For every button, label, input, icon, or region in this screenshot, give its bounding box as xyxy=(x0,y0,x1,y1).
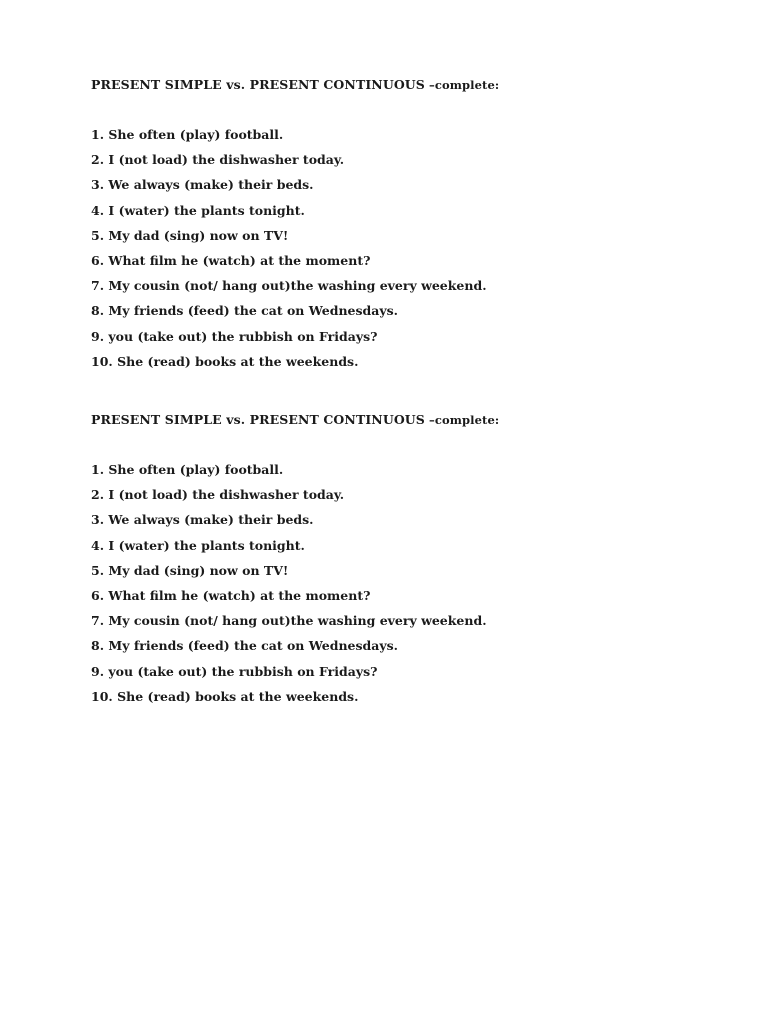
item-suffix: (play) football. xyxy=(179,462,284,477)
worksheet-title xyxy=(91,77,731,93)
title-suffix: –complete: xyxy=(424,413,500,427)
exercise-item-6 xyxy=(91,253,731,278)
exercise-item-6 xyxy=(91,588,731,613)
exercise-item-10 xyxy=(91,689,731,714)
item-suffix: (play) football. xyxy=(179,127,284,142)
item-prefix: 3. We always xyxy=(91,177,185,193)
title-text: PRESENT SIMPLE vs. PRESENT CONTINUOUS xyxy=(91,412,425,427)
exercise-item-7 xyxy=(91,278,731,303)
exercise-item-2 xyxy=(91,487,731,512)
item-middle: you xyxy=(108,328,138,344)
exercise-item-3 xyxy=(91,177,731,202)
item-prefix: 4. I xyxy=(91,537,119,553)
item-suffix: (make) their beds. xyxy=(184,177,314,193)
item-suffix: (sing) now on TV! xyxy=(163,562,289,578)
item-prefix: 3. We always xyxy=(91,512,185,528)
item-prefix: 2. I xyxy=(91,152,119,168)
worksheet-2 xyxy=(91,412,731,714)
title-suffix: –complete: xyxy=(424,78,500,92)
item-prefix: 2. I xyxy=(91,487,119,503)
item-prefix: 5. My dad xyxy=(91,562,164,578)
item-suffix: (water) the plants tonight. xyxy=(118,537,305,553)
item-prefix: 9. xyxy=(91,328,109,344)
exercise-item-9 xyxy=(91,329,731,354)
exercise-item-1 xyxy=(91,127,731,152)
item-suffix: (read) books at the weekends. xyxy=(147,688,359,704)
item-prefix: 8. My friends xyxy=(91,303,188,319)
item-suffix: (sing) now on TV! xyxy=(163,227,289,243)
item-suffix: (not load) the dishwasher today. xyxy=(118,152,345,168)
exercise-item-2 xyxy=(91,152,731,177)
item-suffix: (water) the plants tonight. xyxy=(118,202,305,218)
item-middle: he xyxy=(181,587,203,603)
item-suffix: (read) books at the weekends. xyxy=(147,353,359,369)
item-prefix: 10. She xyxy=(91,688,148,704)
item-middle: he xyxy=(181,252,203,268)
item-prefix: 1. She often xyxy=(91,127,180,142)
exercise-item-9 xyxy=(91,664,731,689)
item-prefix: 1. She often xyxy=(91,462,180,477)
exercise-item-4 xyxy=(91,538,731,563)
item-prefix: 7. My cousin xyxy=(91,613,185,629)
item-middle: you xyxy=(108,663,138,679)
exercise-item-10 xyxy=(91,354,731,379)
item-suffix: (feed) the cat on Wednesdays. xyxy=(187,303,399,319)
item-suffix: (take out) the rubbish on Fridays? xyxy=(137,328,378,344)
exercise-item-3 xyxy=(91,512,731,537)
item-prefix: 4. I xyxy=(91,202,119,218)
exercise-item-5 xyxy=(91,228,731,253)
exercise-item-8 xyxy=(91,303,731,328)
item-suffix: (not load) the dishwasher today. xyxy=(118,487,345,503)
item-suffix: (take out) the rubbish on Fridays? xyxy=(137,663,378,679)
item-suffix: (feed) the cat on Wednesdays. xyxy=(187,638,399,654)
worksheet-title xyxy=(91,412,731,428)
item-suffix: (not/ hang out)the washing every weekend. xyxy=(184,278,487,294)
item-prefix: 8. My friends xyxy=(91,638,188,654)
exercise-item-8 xyxy=(91,638,731,663)
exercise-item-5 xyxy=(91,563,731,588)
item-prefix: 7. My cousin xyxy=(91,278,185,294)
item-suffix: (watch) at the moment? xyxy=(202,587,371,603)
item-suffix: (make) their beds. xyxy=(184,512,314,528)
title-text: PRESENT SIMPLE vs. PRESENT CONTINUOUS xyxy=(91,77,425,92)
exercise-item-4 xyxy=(91,203,731,228)
worksheet-1 xyxy=(91,77,731,379)
item-prefix: 9. xyxy=(91,663,109,679)
item-prefix: 10. She xyxy=(91,353,148,369)
exercise-item-7 xyxy=(91,613,731,638)
item-prefix: 6. What film xyxy=(91,587,182,603)
item-suffix: (not/ hang out)the washing every weekend. xyxy=(184,613,487,629)
exercise-item-1 xyxy=(91,462,731,487)
item-prefix: 5. My dad xyxy=(91,227,164,243)
item-prefix: 6. What film xyxy=(91,252,182,268)
item-suffix: (watch) at the moment? xyxy=(202,252,371,268)
